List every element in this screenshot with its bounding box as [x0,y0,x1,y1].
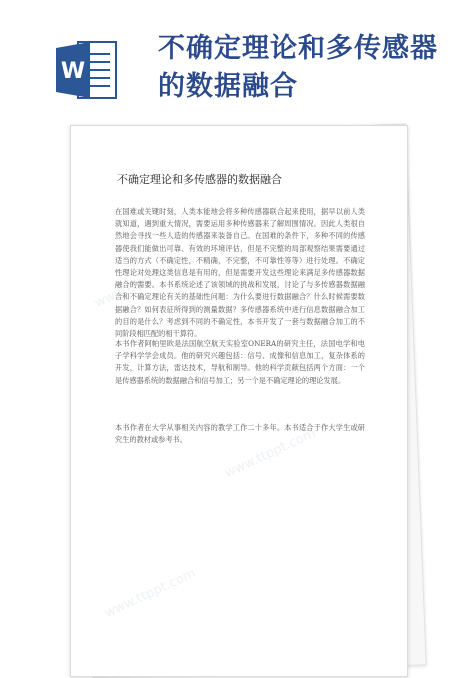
watermark-text: www.ttppt.com [222,425,319,482]
watermark-text: www.ttppt.com [92,255,189,312]
document-paragraph: 本书作者阿帕里欧是法国航空航天实验室ONERA的研究主任，法国电学和电子学科学学会成员。他的研究兴趣包括：信号、成像和信息加工，复杂体系的开发，计算方法，雷达技术，导航和制导。他的科学贡献包括两个方面：一个是传感器系统的数据融合和信号加工；另一个是不确定理论的理论发展。 [115,339,365,385]
header-banner [0,0,474,120]
page-title: 不确定理论和多传感器的数据融合 [158,33,438,102]
document-paragraph: 本书作者在大学从事相关内容的教学工作二十多年。本书适合于作大学生或研究生的教材或参考书。 [115,423,365,445]
document-page [70,125,408,677]
document-paragraph: 在国难或关键时刻，人类本能地会将多种传感器联合起来使用，据早以前人类就知道，遇到重大情况，需要运用多种传感器来了解周围情况。因此人类很自然地会寻找一些人造的传感器来装备自己。在国难的条件下，多种不同的传感器使我们能做出可靠、有效的环境评估，但是不完整的局部观察结果需要通过适当的方式（不确定性，不精确，不完整，不可靠性等等）进行处理。不确定性理论对处理这类信息是有用的，但是需要开发这些理论来满足多传感器数据融合的需要。本书系统论述了该领域的挑战和发展，讨论了与多传感器数据融合和不确定理论有关的基础性问题：为什么要进行数据融合？什么时候需要数据融合？如何表征所得到的测量数据？多传感器系统中进行信息数据融合加工的目的是什么？考虑到不同的不确定性，本书开发了一套与数据融合加工的不同阶段相匹配的相干算符。 [115,207,365,339]
word-document-icon [56,40,118,100]
word-icon-letter: W [60,59,86,84]
watermark-text: www.ttppt.com [102,565,199,622]
document-title: 不确定理论和多传感器的数据融合 [117,173,282,186]
